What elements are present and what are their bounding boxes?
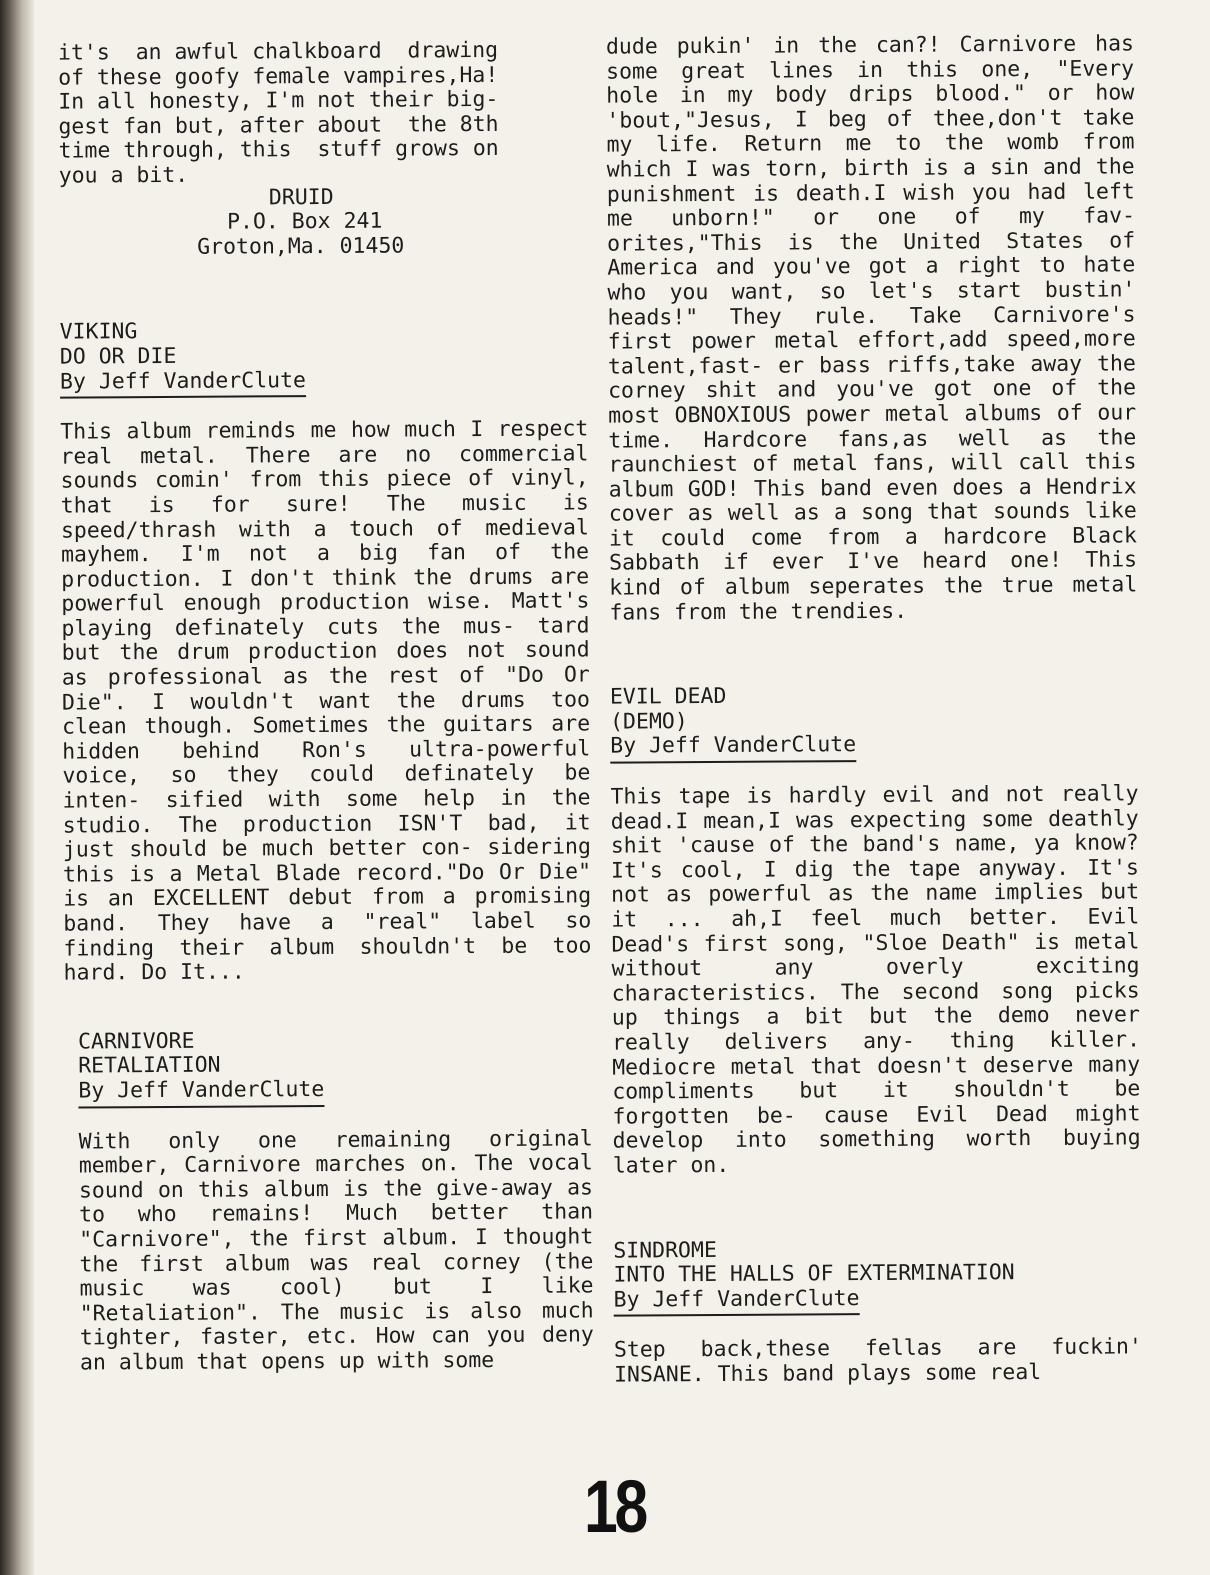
intro-continuation — [58, 38, 587, 189]
text-line: it's an awful chalkboard drawing — [57, 37, 499, 66]
address-name: DRUID — [268, 184, 334, 210]
review-sindrome — [613, 1236, 1142, 1388]
address-city: Groton,Ma. 01450 — [197, 233, 405, 260]
review-byline: By Jeff VanderClute — [610, 734, 856, 764]
review-band: CARNIVORE — [77, 1028, 195, 1055]
contact-address — [59, 184, 587, 261]
review-album: RETALIATION — [78, 1053, 221, 1079]
text-line: you a bit. — [58, 162, 189, 189]
review-carnivore — [64, 1027, 594, 1376]
text-line: In all honesty, I'm not their big- — [58, 87, 499, 115]
review-body: Step back,these fellas are fuckin' INSANE. This band plays some real — [613, 1334, 1142, 1388]
review-byline: By Jeff VanderClute — [60, 369, 306, 399]
page-number: 18 — [584, 1465, 645, 1548]
review-album: (DEMO) — [609, 708, 688, 735]
right-column — [606, 32, 1142, 1388]
text-line: gest fan but, after about the 8th — [58, 111, 499, 140]
review-band: VIKING — [59, 319, 138, 345]
text-line: of these goofy female vampires,Ha! — [58, 62, 499, 91]
review-band: SINDROME — [613, 1237, 717, 1264]
review-viking — [60, 318, 592, 987]
review-body: With only one remaining original member, Carnivore marches on. The vocal sound on this album is the give-away as to who remains! Much better than "Carnivore", the first album. I thought the first album was real corney (the music was cool) but I like "Retaliation". The music is also much tighter, faster, etc. How can you deny an album that opens up with some — [78, 1125, 594, 1376]
review-evil-dead — [610, 683, 1141, 1179]
binding-shadow — [0, 0, 34, 1575]
review-band: EVIL DEAD — [609, 684, 727, 710]
review-byline: By Jeff VanderClute — [614, 1287, 860, 1317]
left-column — [58, 38, 594, 1376]
review-album: INTO THE HALLS OF EXTERMINATION — [613, 1260, 1015, 1288]
carnivore-continuation: dude pukin' in the can?! Carnivore has some great lines in this one, "Every hole in my body drips blood." or how 'bout,"Jesus, I beg of thee,don't take my life. Return me to the womb from which I was torn, birth is a sin and the punishment is death.I wish you had left me unborn!" or one of my fav- orites,"This is the United States of America and you've got a right to hate who you want, so let's start bustin' heads!" They rule. Take Carnivore's first power metal effort,add speed,more talent,fast- er bass riffs,take away the corney shit and you've got one of the most OBNOXIOUS power metal albums of our time. Hardcore fans,as well as the raunchiest of metal fans, will call this album GOD! This band even does a Hendrix cover as well as a song that sounds like it could come from a hardcore Black Sabbath if ever I've heard one! This kind of album seperates the true metal fans from the trendies. — [605, 31, 1138, 626]
review-body: This tape is hardly evil and not really dead.I mean,I was expecting some deathly shit 'cause of the band's name, ya know? It's cool, I dig the tape anyway. It's not as powerful as the name implies but it ... ah,I feel much better. Evil Dead's first song, "Sloe Death" is metal without any overly exciting characteristics. The second song picks up things a bit but the demo never really delivers any- thing killer. Mediocre metal that doesn't deserve many compliments but it shouldn't be forgotten be- cause Evil Dead might develop into something worth buying later on. — [610, 781, 1141, 1179]
review-byline: By Jeff VanderClute — [78, 1078, 324, 1108]
text-line: time through, this stuff grows on — [58, 136, 499, 164]
review-body: This album reminds me how much I respect real metal. There are no commercial sounds comin' from this piece of vinyl, that is for sure! The music is speed/thrash with a touch of medieval mayhem. I'm not a big fan of the production. I don't think the drums are powerful enough production wise. Matt's playing definately cuts the mus- tard but the drum production does not sound as professional as the rest of "Do Or Die". I wouldn't want the drums too clean though. Sometimes the guitars are hidden behind Ron's ultra-powerful voice, so they could definately be inten- sified with some help in the studio. The production ISN'T bad, it just should be much better con- sidering this is a Metal Blade record."Do Or Die" is an EXCELLENT debut from a promising band. They have a "real" label so finding their album shouldn't be too hard. Do It... — [60, 416, 592, 986]
address-box: P.O. Box 241 — [226, 208, 383, 235]
review-album: DO OR DIE — [59, 343, 177, 370]
